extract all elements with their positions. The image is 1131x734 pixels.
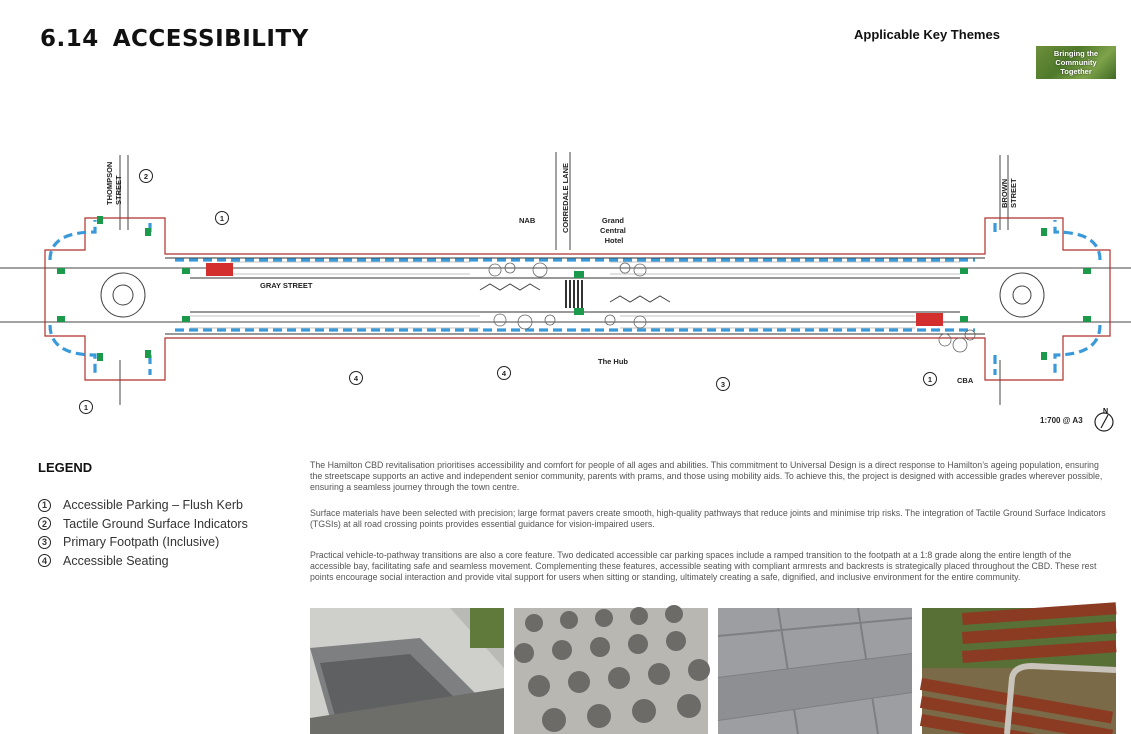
plan-marker [80,401,93,414]
svg-text:2: 2 [143,172,149,181]
roundabout-right [1000,273,1044,317]
legend-title: LEGEND [38,460,93,475]
tactile-indicators-photo [514,608,708,734]
legend-number: 2 [38,517,51,530]
roundabout-left [101,273,145,317]
plan-marker [924,373,937,386]
page-title [40,26,309,52]
svg-text:N: N [1103,408,1109,415]
legend-label: Tactile Ground Surface Indicators [63,516,248,531]
nab-label: NAB [519,216,536,225]
theme-badge-label: Bringing the Community Together [1053,49,1099,76]
legend-item [38,533,248,552]
scale-label: 1:700 @ A3 [1040,416,1083,425]
grand-central-label: Grand Central Hotel [600,216,626,245]
thompson-street-label: THOMPSONSTREET [105,161,123,205]
pedestrian-crossing [565,280,583,308]
plan-marker [350,372,363,385]
brown-street-label: BROWNSTREET [1000,178,1018,208]
body-paragraph-2: Surface materials have been selected with precision; large format pavers create smooth, high-quality pathways that reduce joints and minimise trip risks. The integration of Tactile Ground Surface Indicators (TGSIs) at all road crossing points provides essential guidance for vision-impaired users. [310,508,1106,529]
svg-text:4: 4 [353,374,359,383]
legend-label: Primary Footpath (Inclusive) [63,535,220,550]
accessible-bench-photo [922,608,1116,734]
key-themes-heading: Applicable Key Themes [854,27,1000,42]
legend-number: 1 [38,499,51,512]
north-arrow-icon [1093,406,1115,432]
corredale-lane-label: CORREDALE LANE [561,162,570,233]
svg-text:1: 1 [219,214,225,223]
gray-street-label: GRAY STREET [260,281,313,290]
legend-number: 3 [38,536,51,549]
svg-text:3: 3 [720,380,726,389]
large-format-pavers-photo [718,608,912,734]
svg-text:1: 1 [927,375,933,384]
body-paragraph-3: Practical vehicle-to-pathway transitions are also a core feature. Two dedicated accessible car parking spaces include a ramped transition to the footpath at a 1:8 grade along the entire length of the accessible bay, facilitating safe and seamless movement. Complementing these features, accessible seating with compliant armrests and backrests is strategically placed throughout the CBD. These rest points encourage social interaction and provide vital support for users when sitting or standing, ultimately creating a safe, dignified, and inclusive environment for the entire community. [310,550,1097,582]
cba-label: CBA [957,376,974,385]
legend-item [38,515,248,534]
legend-list [38,496,248,570]
flush-kerb-photo [310,608,504,734]
legend-label: Accessible Parking – Flush Kerb [63,498,243,513]
theme-badge-community [1036,46,1116,79]
section-number: 6.14 [40,26,99,52]
section-title-text: ACCESSIBILITY [112,26,309,52]
plan-marker [498,367,511,380]
legend-item [38,552,248,571]
svg-text:4: 4 [501,369,507,378]
the-hub-label: The Hub [598,357,628,366]
svg-text:1: 1 [83,403,89,412]
plan-marker [216,212,229,225]
body-paragraph-1: The Hamilton CBD revitalisation prioritises accessibility and comfort for people of all ages and abilities. This commitment to Universal Design is a direct response to Hamilton’s ageing population, ensuring the streetscape supports an active and independent senior community, parents with prams, and those using mobility aids. To achieve this, the project is designed with accessible grades wherever possible, ensuring a seamless journey through the town centre. [310,460,1103,492]
seating-clusters [489,263,975,352]
site-plan-map [0,140,1131,412]
plan-marker [717,378,730,391]
legend-label: Accessible Seating [63,553,169,568]
legend-item [38,496,248,515]
plan-marker [140,170,153,183]
legend-number: 4 [38,554,51,567]
